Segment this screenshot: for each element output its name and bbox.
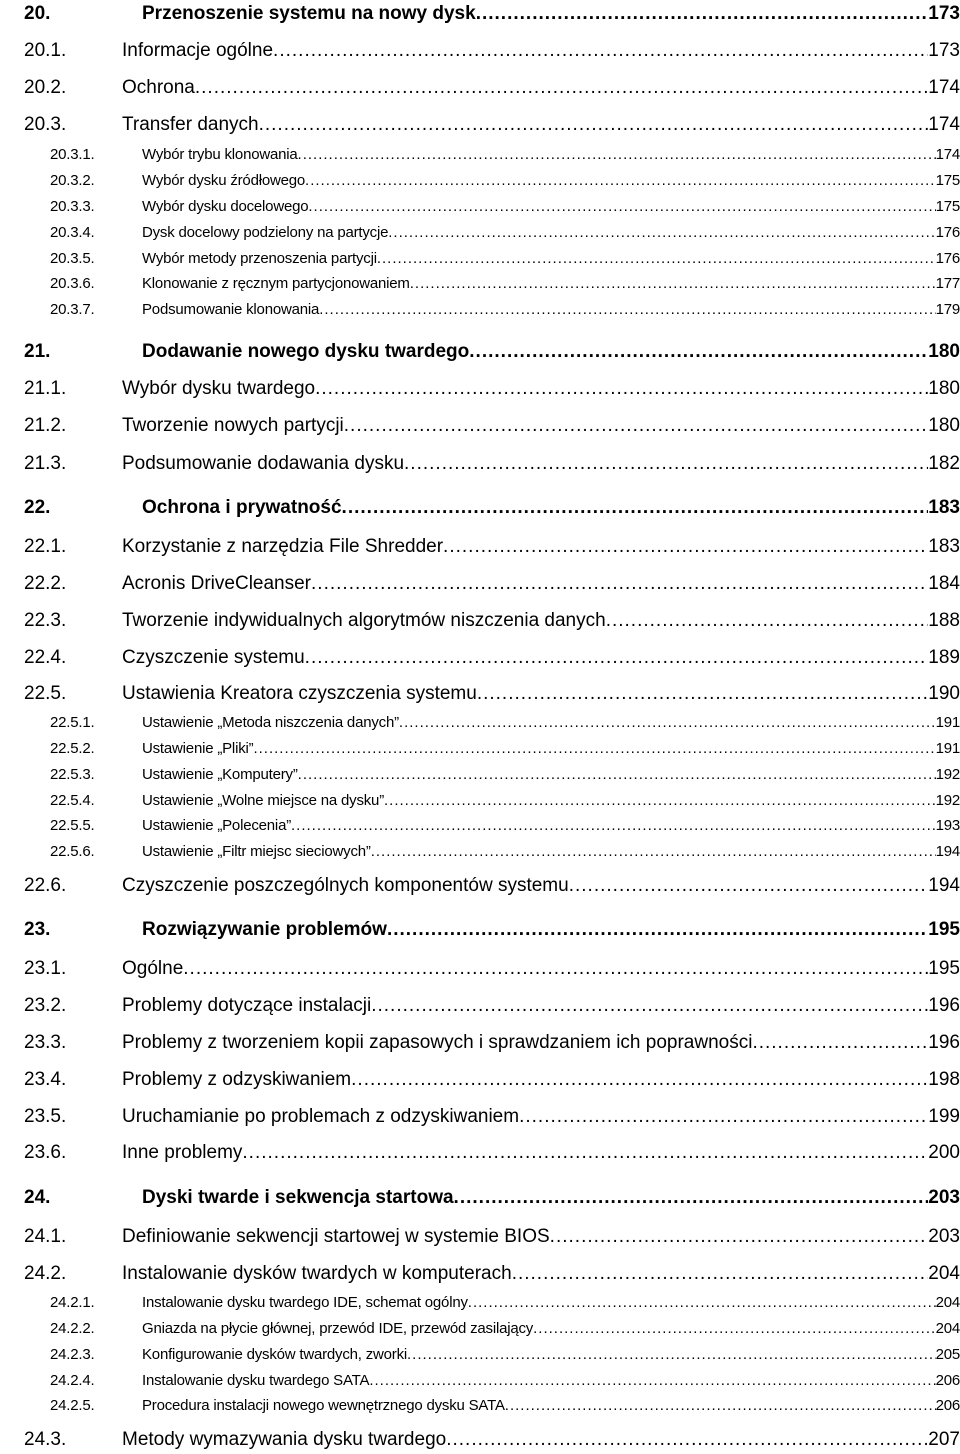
toc-entry[interactable]	[0, 1227, 960, 1249]
toc-entry-number: 24.3.	[24, 1429, 67, 1450]
toc-entry-number: 24.1.	[24, 1226, 67, 1247]
toc-entry-title: Ochrona	[122, 77, 195, 98]
toc-entry-page: 199	[928, 1106, 960, 1127]
toc-entry-page: 174	[928, 77, 960, 98]
dot-leader	[476, 4, 929, 23]
toc-entry-page: 175	[935, 198, 960, 215]
toc-entry-number: 22.3.	[24, 610, 67, 631]
toc-entry[interactable]	[0, 818, 960, 836]
toc-entry-number: 21.1.	[24, 378, 67, 399]
dot-leader	[410, 276, 936, 291]
toc-entry-page: 192	[935, 792, 960, 809]
toc-entry-number: 23.4.	[24, 1069, 67, 1090]
toc-entry-title: Instalowanie dysków twardych w komputerach	[122, 1263, 512, 1284]
toc-entry-page: 204	[928, 1263, 960, 1284]
toc-entry[interactable]	[0, 1188, 960, 1210]
toc-entry-title: Wybór dysku źródłowego	[142, 172, 306, 189]
dot-leader	[369, 1373, 935, 1388]
dot-leader	[399, 715, 936, 730]
toc-entry-number: 23.	[24, 919, 51, 940]
toc-entry-number: 22.5.6.	[50, 843, 95, 860]
toc-entry[interactable]	[0, 959, 960, 981]
toc-entry[interactable]	[0, 115, 960, 137]
dot-leader	[550, 1227, 929, 1246]
toc-entry-number: 23.6.	[24, 1142, 67, 1163]
dot-leader	[308, 199, 935, 214]
toc-entry-number: 24.2.5.	[50, 1397, 95, 1414]
toc-entry[interactable]	[0, 454, 960, 476]
toc-entry-number: 22.5.1.	[50, 714, 95, 731]
dot-leader	[384, 793, 936, 808]
toc-entry-title: Ustawienie „Metoda niszczenia danych”	[142, 714, 399, 731]
toc-entry[interactable]	[0, 844, 960, 862]
toc-entry-number: 23.1.	[24, 958, 67, 979]
dot-leader	[407, 1347, 936, 1362]
toc-entry-page: 183	[928, 536, 960, 557]
toc-entry[interactable]	[0, 251, 960, 269]
toc-entry-title: Dysk docelowy podzielony na partycje	[142, 224, 389, 241]
toc-entry-page: 195	[928, 958, 960, 979]
dot-leader	[305, 648, 929, 667]
toc-entry-title: Klonowanie z ręcznym partycjonowaniem	[142, 275, 410, 292]
toc-entry-number: 22.6.	[24, 875, 67, 896]
toc-entry-number: 20.3.3.	[50, 198, 95, 215]
toc-entry-number: 23.2.	[24, 995, 67, 1016]
toc-entry[interactable]	[0, 4, 960, 26]
toc-entry-page: 198	[928, 1069, 960, 1090]
toc-entry-page: 204	[935, 1320, 960, 1337]
toc-entry-page: 194	[935, 843, 960, 860]
toc-entry-title: Ustawienie „Filtr miejsc sieciowych”	[142, 843, 371, 860]
toc-entry-page: 180	[928, 378, 960, 399]
dot-leader	[387, 920, 928, 939]
toc-entry-page: 174	[935, 146, 960, 163]
toc-entry-title: Podsumowanie dodawania dysku	[122, 453, 405, 474]
toc-entry-title: Ustawienie „Wolne miejsce na dysku”	[142, 792, 384, 809]
toc-entry-title: Gniazda na płycie głównej, przewód IDE, przewód zasilający	[142, 1320, 534, 1337]
toc-entry-page: 182	[928, 453, 960, 474]
dot-leader	[468, 1295, 936, 1310]
toc-entry[interactable]	[0, 173, 960, 191]
toc-entry-title: Przenoszenie systemu na nowy dysk	[142, 3, 476, 24]
toc-entry-page: 204	[935, 1294, 960, 1311]
toc-entry-number: 22.1.	[24, 536, 67, 557]
toc-entry[interactable]	[0, 920, 960, 942]
toc-entry-title: Czyszczenie poszczególnych komponentów systemu	[122, 875, 569, 896]
toc-entry-page: 206	[935, 1397, 960, 1414]
toc-entry-title: Instalowanie dysku twardego SATA	[142, 1372, 370, 1389]
toc-entry-title: Instalowanie dysku twardego IDE, schemat ogólny	[142, 1294, 468, 1311]
dot-leader	[569, 876, 929, 895]
toc-entry-number: 20.	[24, 3, 51, 24]
toc-entry-title: Ustawienie „Pliki”	[142, 740, 254, 757]
toc-entry-number: 22.5.5.	[50, 817, 95, 834]
toc-entry[interactable]	[0, 199, 960, 217]
toc-entry-number: 22.2.	[24, 573, 67, 594]
dot-leader	[253, 741, 935, 756]
toc-entry[interactable]	[0, 648, 960, 670]
toc-entry-page: 179	[935, 301, 960, 318]
toc-entry-page: 180	[928, 415, 960, 436]
toc-entry-title: Informacje ogólne	[122, 40, 274, 61]
toc-entry[interactable]	[0, 1070, 960, 1092]
toc-entry-page: 189	[928, 647, 960, 668]
toc-entry-number: 24.2.4.	[50, 1372, 95, 1389]
toc-entry-page: 174	[928, 114, 960, 135]
toc-entry-title: Tworzenie indywidualnych algorytmów niszczenia danych	[122, 610, 606, 631]
toc-entry-number: 22.	[24, 497, 51, 518]
toc-entry-page: 205	[935, 1346, 960, 1363]
toc-entry-number: 22.5.2.	[50, 740, 95, 757]
dot-leader	[512, 1264, 929, 1283]
toc-entry-title: Problemy z tworzeniem kopii zapasowych i sprawdzaniem ich poprawności	[122, 1032, 753, 1053]
toc-entry-number: 24.	[24, 1187, 51, 1208]
toc-entry[interactable]	[0, 302, 960, 320]
dot-leader	[305, 173, 936, 188]
dot-leader	[469, 342, 928, 361]
toc-entry[interactable]	[0, 1373, 960, 1391]
toc-entry[interactable]	[0, 41, 960, 63]
toc-entry[interactable]	[0, 498, 960, 520]
dot-leader	[533, 1321, 935, 1336]
toc-entry-page: 196	[928, 995, 960, 1016]
toc-entry-title: Inne problemy	[122, 1142, 243, 1163]
dot-leader	[291, 818, 936, 833]
toc-entry-number: 21.2.	[24, 415, 67, 436]
toc-entry-number: 20.3.5.	[50, 250, 95, 267]
toc-entry-title: Ochrona i prywatność	[142, 497, 342, 518]
dot-leader	[371, 844, 936, 859]
dot-leader	[183, 959, 928, 978]
toc-entry-page: 195	[928, 919, 960, 940]
toc-entry-page: 173	[928, 40, 960, 61]
toc-entry[interactable]	[0, 342, 960, 364]
toc-entry-number: 23.3.	[24, 1032, 67, 1053]
toc-entry[interactable]	[0, 574, 960, 596]
toc-entry-page: 191	[935, 714, 960, 731]
toc-entry[interactable]	[0, 715, 960, 733]
toc-entry[interactable]	[0, 1398, 960, 1416]
toc-entry-title: Procedura instalacji nowego wewnętrznego dysku SATA	[142, 1397, 505, 1414]
toc-entry-number: 20.3.	[24, 114, 67, 135]
dot-leader	[342, 498, 929, 517]
toc-entry-title: Wybór metody przenoszenia partycji	[142, 250, 377, 267]
dot-leader	[371, 996, 928, 1015]
toc-entry[interactable]	[0, 767, 960, 785]
toc-entry-number: 24.2.1.	[50, 1294, 95, 1311]
dot-leader	[454, 1188, 929, 1207]
toc-entry-number: 24.2.2.	[50, 1320, 95, 1337]
toc-entry-title: Dodawanie nowego dysku twardego	[142, 341, 470, 362]
dot-leader	[404, 454, 928, 473]
toc-entry[interactable]	[0, 537, 960, 559]
dot-leader	[377, 251, 936, 266]
toc-entry-title: Problemy dotyczące instalacji	[122, 995, 372, 1016]
dot-leader	[298, 147, 936, 162]
toc-entry-number: 20.3.4.	[50, 224, 95, 241]
dot-leader	[505, 1398, 936, 1413]
toc-entry-page: 196	[928, 1032, 960, 1053]
toc-entry-title: Ustawienie „Polecenia”	[142, 817, 292, 834]
toc-entry-title: Ustawienie „Komputery”	[142, 766, 298, 783]
toc-entry-page: 203	[928, 1226, 960, 1247]
toc-entry-number: 23.5.	[24, 1106, 67, 1127]
toc-entry[interactable]	[0, 793, 960, 811]
toc-entry-title: Transfer danych	[122, 114, 259, 135]
dot-leader	[344, 416, 929, 435]
toc-entry-page: 194	[928, 875, 960, 896]
toc-entry[interactable]	[0, 379, 960, 401]
dot-leader	[351, 1070, 928, 1089]
toc-entry-page: 175	[935, 172, 960, 189]
toc-entry[interactable]	[0, 876, 960, 898]
dot-leader	[298, 767, 936, 782]
toc-entry-page: 183	[928, 497, 960, 518]
toc-entry[interactable]	[0, 78, 960, 100]
toc-entry-page: 200	[928, 1142, 960, 1163]
toc-entry-page: 176	[935, 250, 960, 267]
toc-entry-title: Wybór dysku docelowego	[142, 198, 309, 215]
toc-entry-number: 21.	[24, 341, 51, 362]
dot-leader	[606, 611, 929, 630]
toc-entry-page: 206	[935, 1372, 960, 1389]
toc-entry-page: 180	[928, 341, 960, 362]
toc-entry-page: 176	[935, 224, 960, 241]
toc-entry-number: 20.3.7.	[50, 301, 95, 318]
toc-entry-page: 188	[928, 610, 960, 631]
dot-leader	[752, 1033, 928, 1052]
toc-entry-number: 20.3.1.	[50, 146, 95, 163]
toc-entry-title: Ustawienia Kreatora czyszczenia systemu	[122, 683, 477, 704]
toc-entry[interactable]	[0, 225, 960, 243]
toc-entry[interactable]	[0, 684, 960, 706]
toc-entry-number: 22.5.4.	[50, 792, 95, 809]
toc-entry-number: 22.4.	[24, 647, 67, 668]
toc-entry-page: 191	[935, 740, 960, 757]
toc-entry-number: 24.2.	[24, 1263, 67, 1284]
dot-leader	[519, 1107, 928, 1126]
dot-leader	[443, 537, 928, 556]
toc-entry-title: Wybór dysku twardego	[122, 378, 316, 399]
toc-entry[interactable]	[0, 996, 960, 1018]
toc-entry[interactable]	[0, 1107, 960, 1129]
toc-entry-title: Uruchamianie po problemach z odzyskiwaniem	[122, 1106, 520, 1127]
toc-entry-number: 20.2.	[24, 77, 67, 98]
toc-entry-number: 21.3.	[24, 453, 67, 474]
dot-leader	[242, 1143, 928, 1162]
toc-entry-title: Konfigurowanie dysków twardych, zworki	[142, 1346, 408, 1363]
dot-leader	[273, 41, 928, 60]
toc-entry-title: Ogólne	[122, 958, 184, 979]
toc-entry[interactable]	[0, 1321, 960, 1339]
toc-entry-title: Rozwiązywanie problemów	[142, 919, 387, 940]
toc-entry[interactable]	[0, 1264, 960, 1286]
toc-entry-title: Problemy z odzyskiwaniem	[122, 1069, 352, 1090]
toc-entry-title: Korzystanie z narzędzia File Shredder	[122, 536, 444, 557]
toc-entry-number: 24.2.3.	[50, 1346, 95, 1363]
toc-entry-page: 192	[935, 766, 960, 783]
dot-leader	[311, 574, 928, 593]
toc-entry-page: 190	[928, 683, 960, 704]
toc-entry-title: Acronis DriveCleanser	[122, 573, 312, 594]
toc-entry-title: Czyszczenie systemu	[122, 647, 305, 668]
toc-entry[interactable]	[0, 1143, 960, 1165]
toc-entry[interactable]	[0, 741, 960, 759]
toc-entry-page: 203	[928, 1187, 960, 1208]
toc-entry[interactable]	[0, 611, 960, 633]
dot-leader	[319, 302, 935, 317]
toc-entry-title: Podsumowanie klonowania	[142, 301, 320, 318]
toc-entry-title: Dyski twarde i sekwencja startowa	[142, 1187, 454, 1208]
toc-entry[interactable]	[0, 416, 960, 438]
toc-entry-title: Metody wymazywania dysku twardego	[122, 1429, 447, 1450]
toc-entry[interactable]	[0, 147, 960, 165]
dot-leader	[315, 379, 928, 398]
toc-entry-number: 20.1.	[24, 40, 67, 61]
dot-leader	[446, 1430, 928, 1449]
toc-entry[interactable]	[0, 1430, 960, 1452]
toc-entry[interactable]	[0, 1033, 960, 1055]
toc-entry-title: Definiowanie sekwencji startowej w systemie BIOS	[122, 1226, 550, 1247]
toc-entry-page: 193	[935, 817, 960, 834]
toc-entry[interactable]	[0, 1347, 960, 1365]
toc-entry-title: Tworzenie nowych partycji	[122, 415, 344, 436]
toc-entry-number: 20.3.6.	[50, 275, 95, 292]
toc-entry-page: 207	[928, 1429, 960, 1450]
dot-leader	[195, 78, 928, 97]
toc-entry-page: 184	[928, 573, 960, 594]
dot-leader	[259, 115, 929, 134]
toc-entry[interactable]	[0, 276, 960, 294]
toc-entry-number: 20.3.2.	[50, 172, 95, 189]
toc-entry-title: Wybór trybu klonowania	[142, 146, 298, 163]
toc-entry-number: 22.5.	[24, 683, 67, 704]
toc-entry-page: 177	[935, 275, 960, 292]
dot-leader	[388, 225, 935, 240]
toc-entry-number: 22.5.3.	[50, 766, 95, 783]
toc-entry-page: 173	[928, 3, 960, 24]
toc-entry[interactable]	[0, 1295, 960, 1313]
dot-leader	[477, 684, 928, 703]
